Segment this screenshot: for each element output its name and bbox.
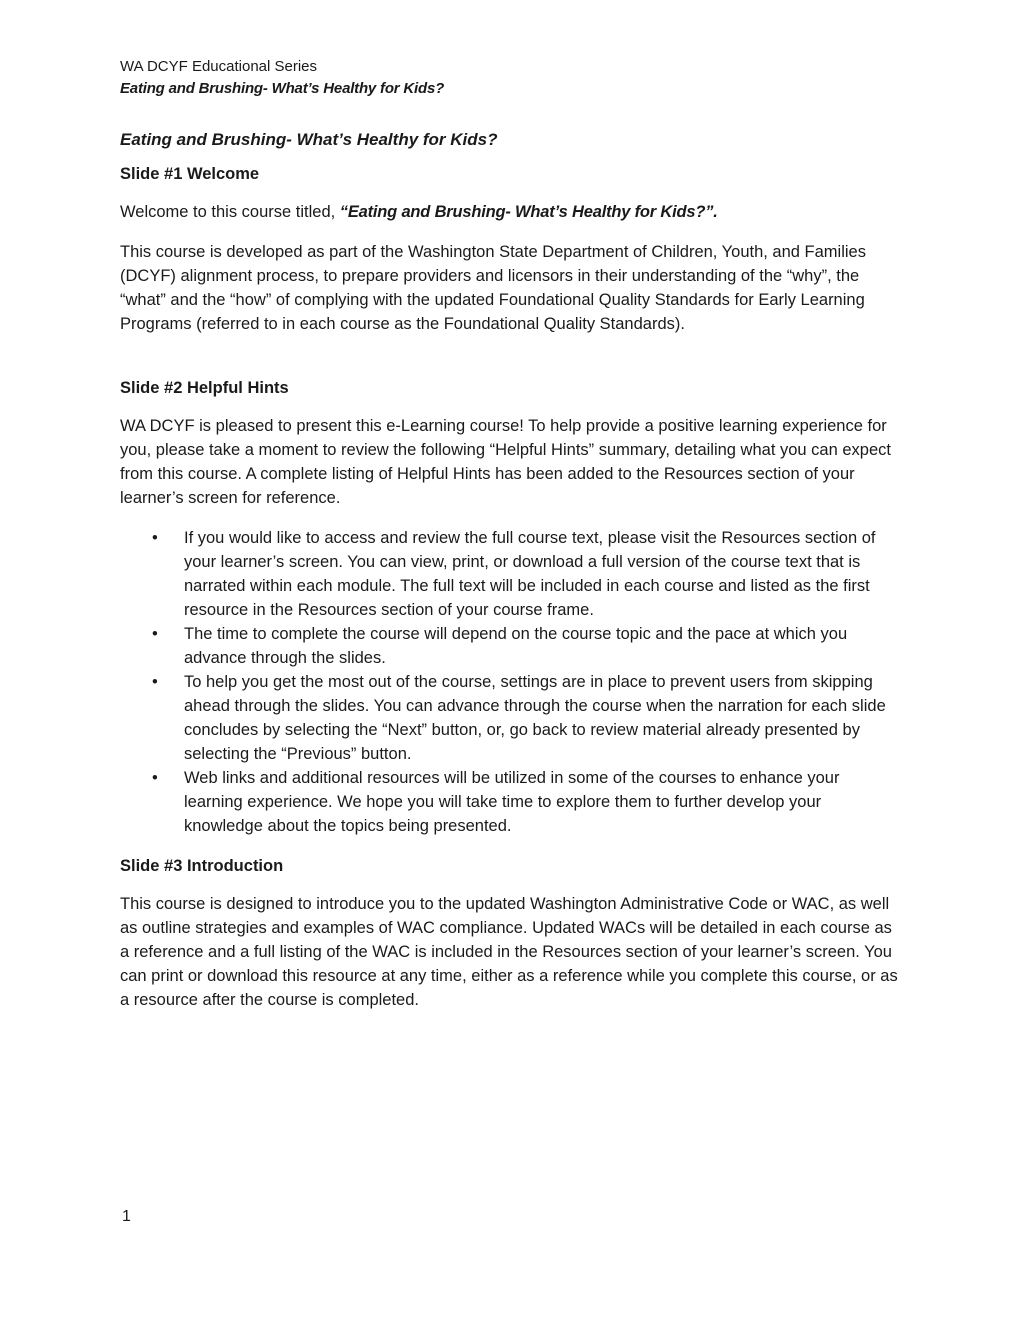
slide-2-intro-paragraph: WA DCYF is pleased to present this e-Learning course! To help provide a positive learning experience for you, please take a moment to review the following “Helpful Hints” summary, detailing what you can expect from this course. A complete listing of Helpful Hints has been added to the Resources section of your learner’s screen for reference. [120,417,891,507]
helpful-hints-list [120,526,902,838]
welcome-text: Welcome to this course titled, [120,203,340,221]
page-number: 1 [122,1208,131,1225]
document-header [120,56,902,100]
slide-1-description-paragraph: This course is developed as part of the Washington State Department of Children, Youth, and Families (DCYF) alignment process, to prepare providers and licensors in their understanding of the “why”, the “what” and the “how” of complying with the updated Foundational Quality Standards for Early Learning Programs (referred to in each course as the Foundational Quality Standards). [120,243,866,333]
header-course-title: Eating and Brushing- What’s Healthy for Kids? [120,80,445,97]
list-item: • If you would like to access and review the full course text, please visit the Resources section of your learner’s screen. You can view, print, or download a full version of the course text that is narrated within each module. The full text will be included in each course and listed as the first resource in the Resources section of your course frame. [120,526,902,622]
header-series-title: WA DCYF Educational Series [120,58,318,75]
list-item: • Web links and additional resources will be utilized in some of the courses to enhance your learning experience. We hope you will take time to explore them to further develop your knowledge about the topics being presented. [120,766,902,838]
slide-2-heading: Slide #2 Helpful Hints [120,379,289,397]
slide-3-heading: Slide #3 Introduction [120,857,284,875]
welcome-course-quote: “Eating and Brushing- What’s Healthy for Kids?”. [339,203,718,221]
list-item: • The time to complete the course will depend on the course topic and the pace at which you advance through the slides. [120,622,902,670]
slide-1-welcome-paragraph [120,200,902,224]
slide-1-heading: Slide #1 Welcome [120,165,260,183]
document-title: Eating and Brushing- What’s Healthy for Kids? [120,130,498,149]
list-item: • To help you get the most out of the course, settings are in place to prevent users from skipping ahead through the slides. You can advance through the course when the narration for each slide concludes by selecting the “Next” button, or, go back to review material already presented by selecting the “Previous” button. [120,670,902,766]
slide-3-paragraph: This course is designed to introduce you to the updated Washington Administrative Code or WAC, as well as outline strategies and examples of WAC compliance. Updated WACs will be detailed in each course as a reference and a full listing of the WAC is included in the Resources section of your learner’s screen. You can print or download this resource at any time, either as a reference while you complete this course, or as a resource after the course is completed. [120,895,898,1009]
